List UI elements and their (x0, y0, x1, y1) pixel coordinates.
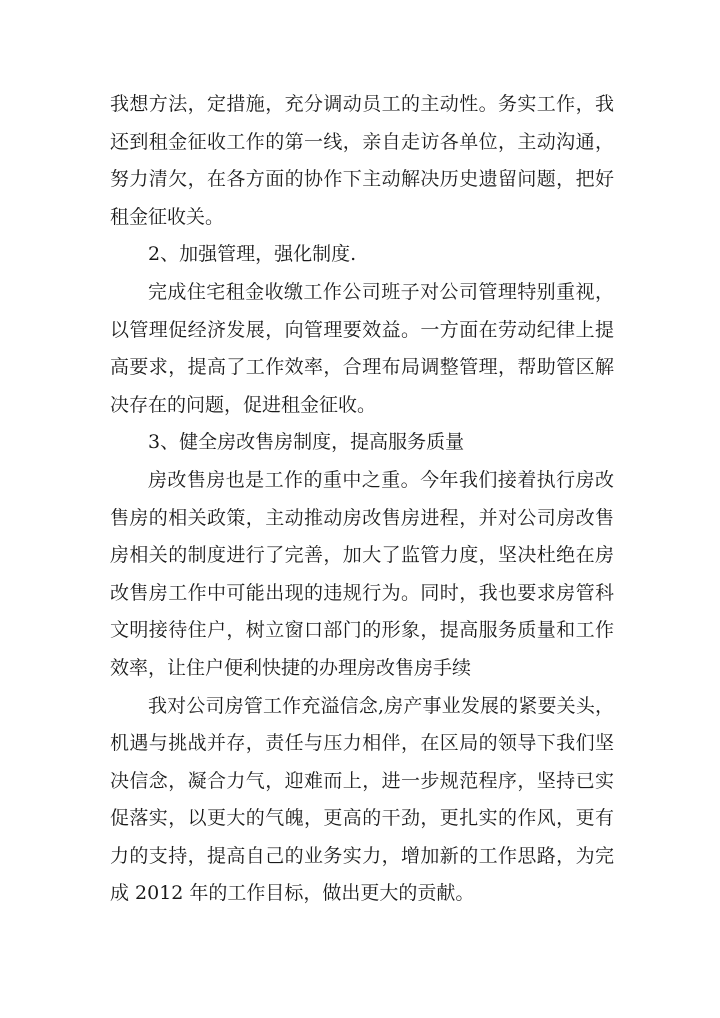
paragraph-conclusion: 我对公司房管工作充溢信念,房产事业发展的紧要关头，机遇与挑战并存，责任与压力相伴，在区局的领导下我们坚决信念，凝合力气，迎难而上，进一步规范程序，坚持已实促落实，以更大的气魄，更高的干劲，更扎实的作风，更有力的支持，提高自己的业务实力，增加新的工作思路，为完成 2012 年的工作目标，做出更大的贡献。 (110, 694, 614, 905)
document-body (110, 86, 614, 913)
heading-housing-reform: 3、健全房改售房制度，提高服务质量 (148, 431, 465, 454)
paragraph-housing-reform: 房改售房也是工作的重中之重。今年我们接着执行房改售房的相关政策，主动推动房改售房进程，并对公司房改售房相关的制度进行了完善，加大了监管力度，坚决杜绝在房改售房工作中可能出现的违规行为。同时，我也要求房管科文明接待住户，树立窗口部门的形象，提高服务质量和工作效率，让住户便利快捷的办理房改售房手续 (110, 468, 614, 679)
paragraph-management: 完成住宅租金收缴工作公司班子对公司管理特别重视，以管理促经济发展，向管理要效益。一方面在劳动纪律上提高要求，提高了工作效率，合理布局调整管理，帮助管区解决存在的问题，促进租金征收。 (110, 280, 614, 416)
heading-strengthen-management: 2、加强管理，强化制度. (148, 243, 357, 266)
paragraph-rent-collection: 我想方法，定措施，充分调动员工的主动性。务实工作，我还到租金征收工作的第一线，亲自走访各单位，主动沟通，努力清欠，在各方面的协作下主动解决历史遗留问题，把好租金征收关。 (110, 93, 614, 228)
